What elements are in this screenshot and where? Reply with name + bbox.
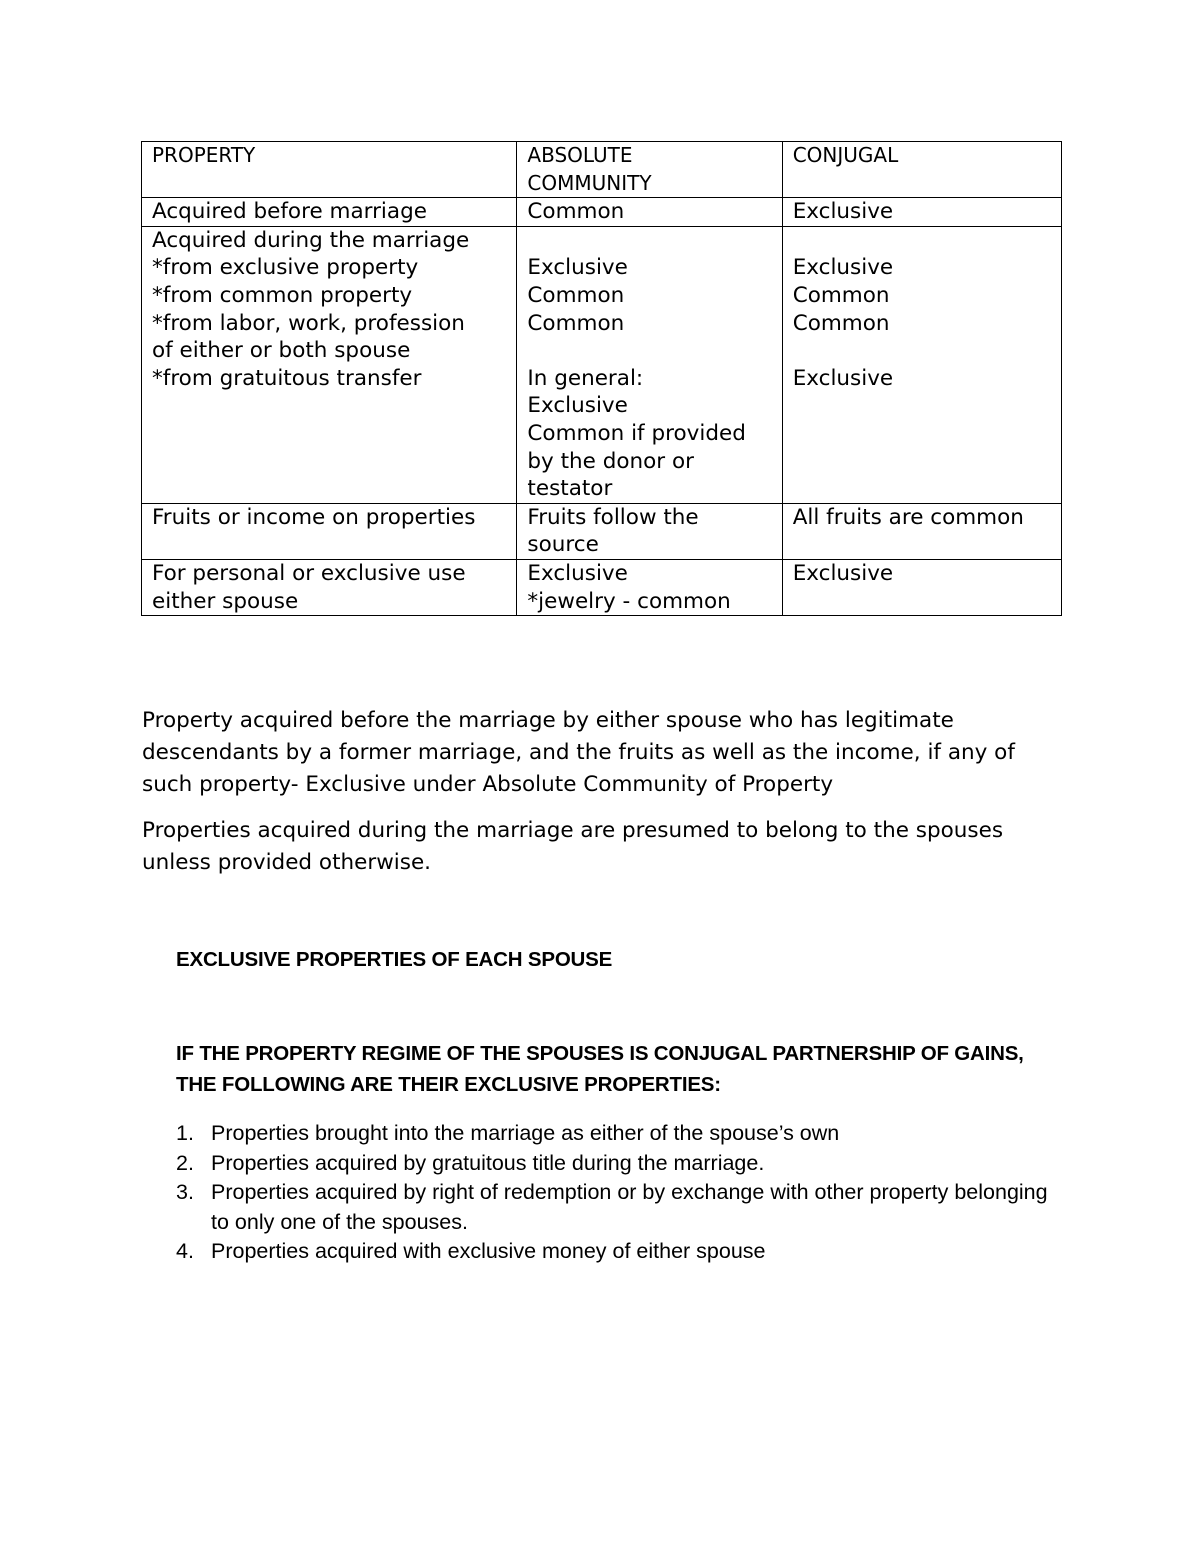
list-item [176,1178,1056,1237]
list-item-text: Properties acquired by right of redemption or by exchange with other property belonging to only one of the spouses. [211,1180,1048,1234]
table-cell: Exclusive [782,559,1061,615]
table-row [142,198,1062,227]
table-cell: Exclusive *jewelry - common [517,559,782,615]
exclusive-properties-list [176,1119,1056,1267]
subsection-heading: IF THE PROPERTY REGIME OF THE SPOUSES IS CONJUGAL PARTNERSHIP OF GAINS, THE FOLLOWING ARE THEIR EXCLUSIVE PROPERTIES: [176,1042,1024,1096]
list-item-text: Properties acquired with exclusive money of either spouse [211,1239,766,1263]
table-cell: For personal or exclusive use either spouse [142,559,517,615]
table-header-cell: PROPERTY [142,142,517,198]
table-cell: Acquired during the marriage *from exclusive property *from common property *from labor, work, profession of either or both spouse *from gratuitous transfer [142,226,517,503]
property-regime-table [141,141,1062,616]
list-number: 4. [176,1239,194,1263]
table-header-row [142,142,1062,198]
table-cell: Acquired before marriage [142,198,517,227]
list-number: 2. [176,1150,194,1175]
list-item-text: Properties brought into the marriage as either of the spouse’s own [211,1121,840,1145]
paragraph-prior-descendants: Property acquired before the marriage by either spouse who has legitimate descendants by a former marriage, and the fruits as well as the income, if any of such property- Exclusive under Absolute Community of Property [142,708,1015,797]
table-row [142,559,1062,615]
list-item [176,1119,1056,1149]
list-number: 1. [176,1121,194,1145]
list-item-text: Properties acquired by gratuitous title during the marriage. [211,1150,765,1175]
table-row [142,226,1062,503]
section-heading: EXCLUSIVE PROPERTIES OF EACH SPOUSE [176,948,613,971]
table-row [142,503,1062,559]
list-number: 3. [176,1180,194,1204]
table-cell: Exclusive [782,198,1061,227]
table-cell: Fruits follow the source [517,503,782,559]
table-header-cell: ABSOLUTE COMMUNITY [517,142,782,198]
table-cell: Fruits or income on properties [142,503,517,559]
table-cell: Exclusive Common Common In general: Exclusive Common if provided by the donor or testator [517,226,782,503]
table-header-cell: CONJUGAL [782,142,1061,198]
table-cell: All fruits are common [782,503,1061,559]
table-cell: Common [517,198,782,227]
table-cell: Exclusive Common Common Exclusive [782,226,1061,503]
list-item [176,1237,1056,1267]
list-item [176,1149,1056,1179]
paragraph-presumption: Properties acquired during the marriage are presumed to belong to the spouses unless provided otherwise. [142,818,1004,875]
